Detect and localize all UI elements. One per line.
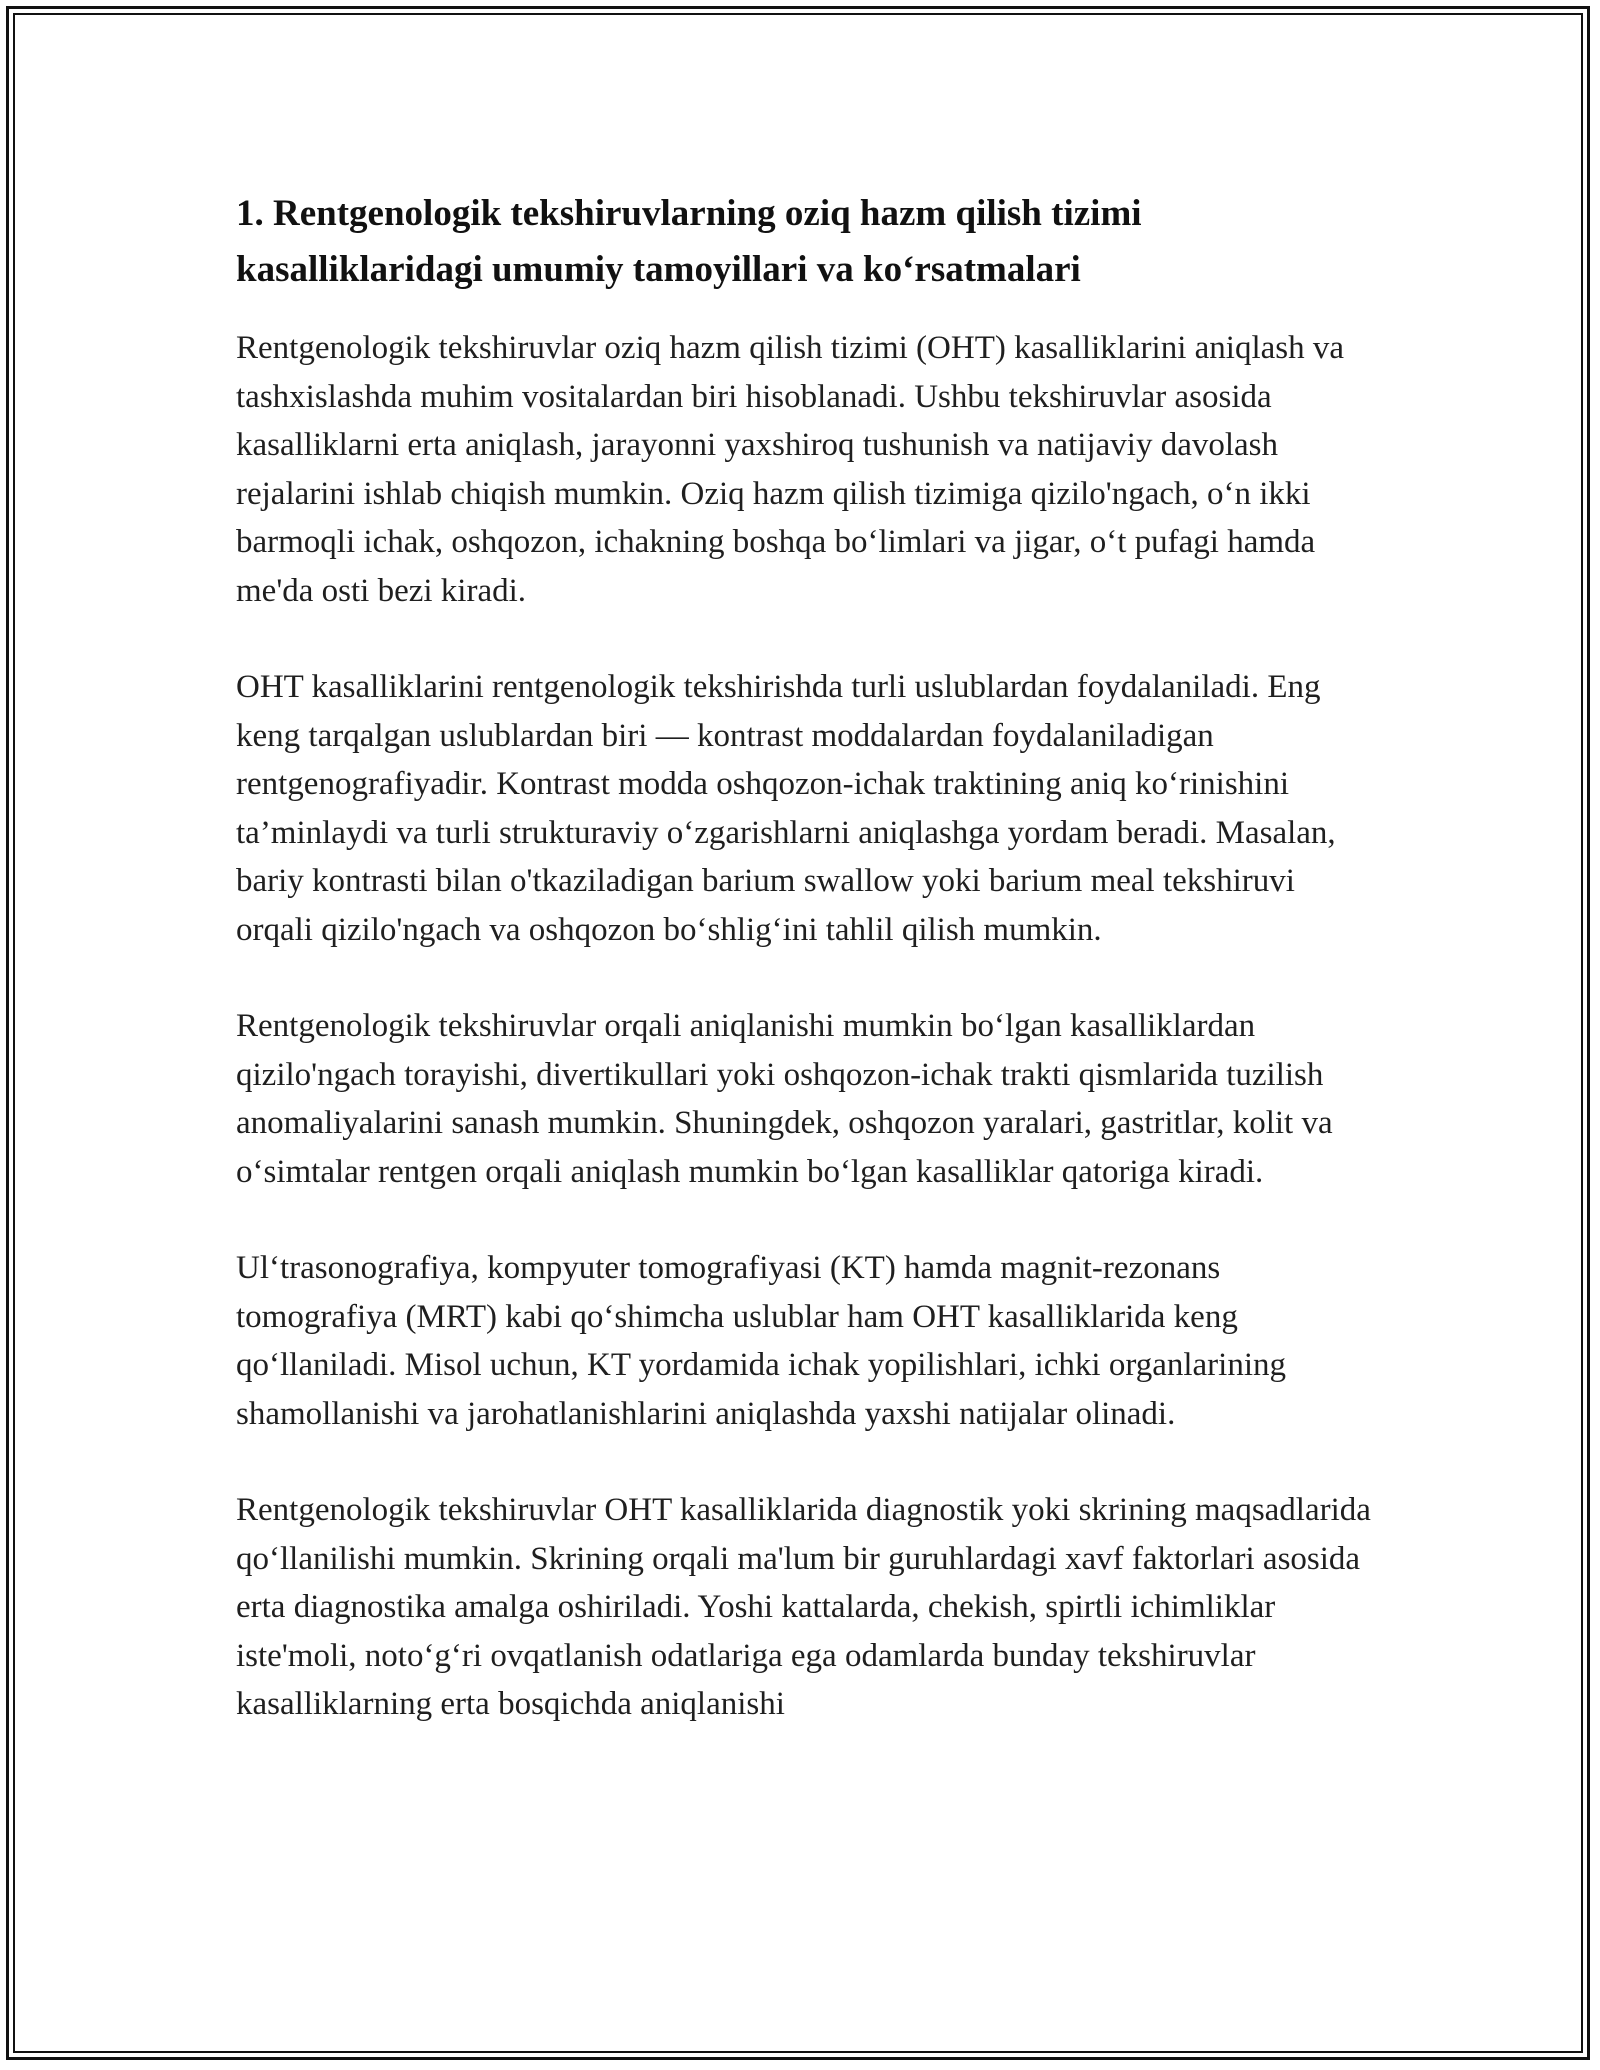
paragraph-5: Rentgenologik tekshiruvlar OHT kasalliklarida diagnostik yoki skrining maqsadlarida qo‘llanilishi mumkin. Skrining orqali ma'lum bir guruhlardagi xavf faktorlari asosida erta diagnostika amalga oshiriladi. Yoshi kattalarda, chekish, spirtli ichimliklar iste'moli, noto‘g‘ri ovqatlanish odatlariga ega odamlarda bunday tekshiruvlar kasalliklarning erta bosqichda aniqlanishi: [236, 1492, 1371, 1722]
paragraph-4: Ul‘trasonografiya, kompyuter tomografiyasi (KT) hamda magnit-rezonans tomografiya (MRT) kabi qo‘shimcha uslublar ham OHT kasalliklarida keng qo‘llaniladi. Misol uchun, KT yordamida ichak yopilishlari, ichki organlarining shamollanishi va jarohatlanishlarini aniqlashda yaxshi natijalar olinadi.: [236, 1250, 1287, 1432]
section-heading: 1. Rentgenologik tekshiruvlarning oziq hazm qilish tizimi kasalliklaridagi umumiy tamoyillari va ko‘rsatmalari: [236, 193, 1142, 290]
paragraph-2: OHT kasalliklarini rentgenologik tekshirishda turli uslublardan foydalaniladi. Eng keng tarqalgan uslublardan biri — kontrast moddalardan foydalaniladigan rentgenografiyadir. Kontrast modda oshqozon-ichak traktining aniq ko‘rinishini ta’minlaydi va turli strukturaviy o‘zgarishlarni aniqlashga yordam beradi. Masalan, bariy kontrasti bilan o'tkaziladigan barium swallow yoki barium meal tekshiruvi orqali qizilo'ngach va oshqozon bo‘shlig‘ini tahlil qilish mumkin.: [236, 669, 1336, 948]
document-body: [236, 186, 1376, 1777]
paragraph-1: Rentgenologik tekshiruvlar oziq hazm qilish tizimi (OHT) kasalliklarini aniqlash va tashxislashda muhim vositalardan biri hisoblanadi. Ushbu tekshiruvlar asosida kasalliklarni erta aniqlash, jarayonni yaxshiroq tushunish va natijaviy davolash rejalarini ishlab chiqish mumkin. Oziq hazm qilish tizimiga qizilo'ngach, o‘n ikki barmoqli ichak, oshqozon, ichakning boshqa bo‘limlari va jigar, o‘t pufagi hamda me'da osti bezi kiradi.: [236, 330, 1344, 609]
paragraph-3: Rentgenologik tekshiruvlar orqali aniqlanishi mumkin bo‘lgan kasalliklardan qizilo'ngach torayishi, divertikullari yoki oshqozon-ichak trakti qismlarida tuzilish anomaliyalarini sanash mumkin. Shuningdek, oshqozon yaralari, gastritlar, kolit va o‘simtalar rentgen orqali aniqlash mumkin bo‘lgan kasalliklar qatoriga kiradi.: [236, 1008, 1333, 1190]
